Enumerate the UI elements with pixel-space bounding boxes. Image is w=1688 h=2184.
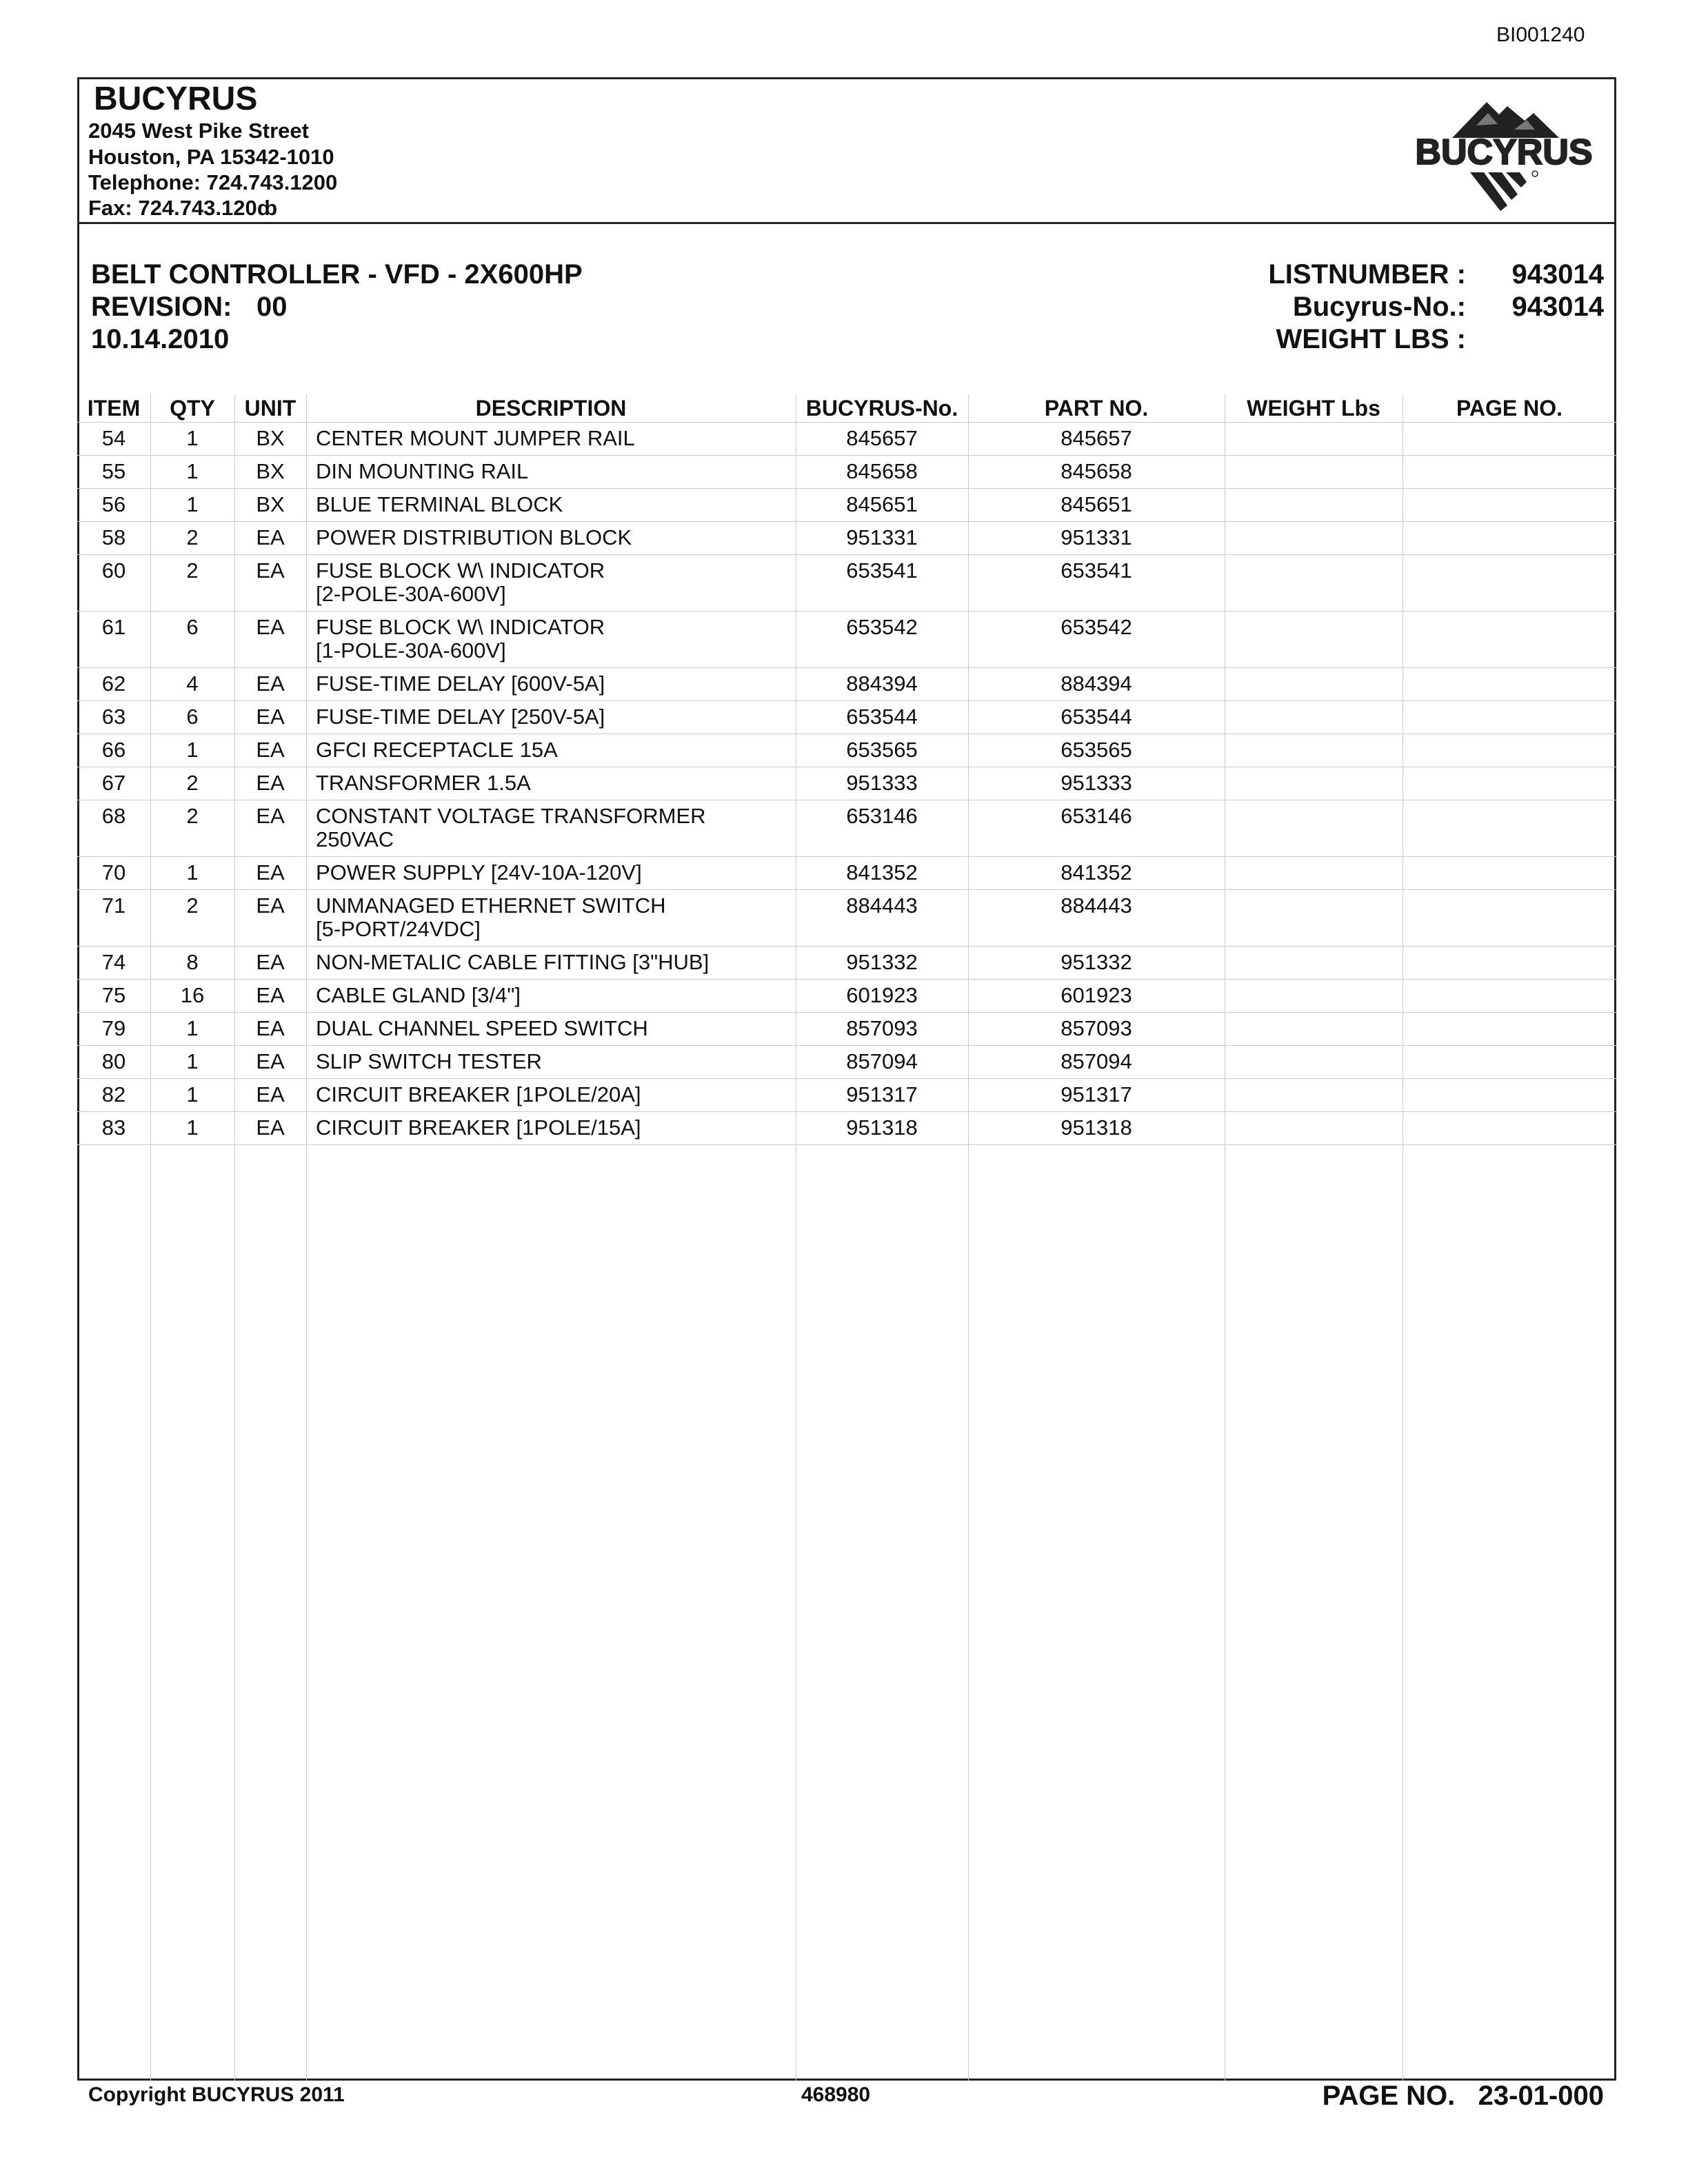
cell-qty: 1 — [186, 1082, 199, 1106]
cell-description: TRANSFORMER 1.5A — [316, 771, 531, 795]
cell-qty: 2 — [186, 771, 199, 795]
cell-part-no: 653542 — [1061, 615, 1132, 639]
cell-bucyrus-no: 951331 — [846, 525, 918, 549]
cell-unit: EA — [256, 983, 285, 1007]
cell-bucyrus-no: 653565 — [846, 738, 918, 762]
cell-part-no: 857094 — [1061, 1049, 1132, 1073]
cell-unit: EA — [256, 1049, 285, 1073]
cell-description: CENTER MOUNT JUMPER RAIL — [316, 426, 635, 450]
cell-item: 70 — [101, 860, 126, 884]
cell-part-no: 653541 — [1061, 558, 1132, 583]
footer-copyright: Copyright BUCYRUS 2011 — [88, 2083, 345, 2106]
row-divider — [77, 1144, 1616, 1145]
cell-description: POWER DISTRIBUTION BLOCK — [316, 525, 632, 549]
row-divider — [77, 1111, 1616, 1112]
cell-bucyrus-no: 857094 — [846, 1049, 918, 1073]
cell-item: 71 — [101, 893, 126, 918]
cell-description: FUSE-TIME DELAY [250V-5A] — [316, 705, 605, 729]
cell-part-no: 951317 — [1061, 1082, 1132, 1106]
cell-item: 55 — [101, 459, 126, 483]
cell-qty: 1 — [186, 1049, 199, 1073]
cell-part-no: 951332 — [1061, 950, 1132, 974]
cell-description-line2: 250VAC — [316, 827, 394, 851]
cell-part-no: 601923 — [1061, 983, 1132, 1007]
col-header-bucyrus-no: BUCYRUS-No. — [805, 396, 958, 421]
cell-part-no: 845658 — [1061, 459, 1132, 483]
row-divider — [77, 521, 1616, 522]
cell-item: 67 — [101, 771, 126, 795]
cell-description: FUSE-TIME DELAY [600V-5A] — [316, 671, 605, 696]
bucyrus-no-label: Bucyrus-No.: — [1292, 292, 1466, 322]
cell-item: 61 — [101, 615, 126, 639]
cell-part-no: 653544 — [1061, 705, 1132, 729]
cell-qty: 2 — [186, 525, 199, 549]
cell-part-no: 653146 — [1061, 804, 1132, 828]
cell-unit: EA — [256, 671, 285, 696]
cell-bucyrus-no: 951318 — [846, 1115, 918, 1140]
cell-qty: 1 — [186, 459, 199, 483]
cell-bucyrus-no: 653542 — [846, 615, 918, 639]
cell-unit: EA — [256, 893, 285, 918]
row-divider — [77, 455, 1616, 456]
row-divider — [77, 1012, 1616, 1013]
cell-item: 54 — [101, 426, 126, 450]
cell-bucyrus-no: 653544 — [846, 705, 918, 729]
cell-description: DIN MOUNTING RAIL — [316, 459, 529, 483]
document-date: 10.14.2010 — [91, 324, 230, 354]
cell-bucyrus-no: 653541 — [846, 558, 918, 583]
logo-text: BUCYRUS — [1415, 132, 1593, 172]
page-value: 23-01-000 — [1478, 2081, 1604, 2111]
cell-unit: EA — [256, 738, 285, 762]
cell-item: 75 — [101, 983, 126, 1007]
col-header-weight: WEIGHT Lbs — [1247, 396, 1380, 421]
col-header-page-no: PAGE NO. — [1456, 396, 1563, 421]
address-line-2: Houston, PA 15342-1010 — [88, 145, 334, 169]
cell-qty: 6 — [186, 705, 199, 729]
cell-item: 68 — [101, 804, 126, 828]
cell-item: 60 — [101, 558, 126, 583]
row-divider — [77, 979, 1616, 980]
cell-description: SLIP SWITCH TESTER — [316, 1049, 542, 1073]
listnumber-value: 943014 — [1511, 259, 1604, 290]
cell-bucyrus-no: 841352 — [846, 860, 918, 884]
row-divider — [77, 554, 1616, 555]
cell-description: FUSE BLOCK W\ INDICATOR — [316, 558, 605, 583]
cell-part-no: 841352 — [1061, 860, 1132, 884]
cell-qty: 1 — [186, 860, 199, 884]
cell-qty: 1 — [186, 426, 199, 450]
cell-unit: EA — [256, 950, 285, 974]
cell-qty: 1 — [186, 1016, 199, 1040]
cell-description: CABLE GLAND [3/4"] — [316, 983, 521, 1007]
cell-part-no: 845657 — [1061, 426, 1132, 450]
cell-qty: 8 — [186, 950, 199, 974]
cell-description: NON-METALIC CABLE FITTING [3"HUB] — [316, 950, 710, 974]
col-header-unit: UNIT — [244, 396, 297, 421]
company-name: BUCYRUS — [94, 81, 258, 117]
cell-unit: EA — [256, 804, 285, 828]
cell-qty: 1 — [186, 1115, 199, 1140]
fax: Fax: 724.743.120ȸ — [88, 196, 278, 220]
cell-bucyrus-no: 845658 — [846, 459, 918, 483]
cell-bucyrus-no: 884443 — [846, 893, 918, 918]
cell-item: 80 — [101, 1049, 126, 1073]
row-divider — [77, 889, 1616, 890]
cell-bucyrus-no: 951332 — [846, 950, 918, 974]
cell-item: 82 — [101, 1082, 126, 1106]
cell-qty: 6 — [186, 615, 199, 639]
cell-unit: EA — [256, 771, 285, 795]
cell-unit: EA — [256, 615, 285, 639]
cell-item: 66 — [101, 738, 126, 762]
cell-qty: 2 — [186, 558, 199, 583]
cell-description: FUSE BLOCK W\ INDICATOR — [316, 615, 605, 639]
document-title: BELT CONTROLLER - VFD - 2X600HP — [91, 259, 583, 290]
cell-description-line2: [2-POLE-30A-600V] — [316, 582, 506, 606]
cell-bucyrus-no: 951317 — [846, 1082, 918, 1106]
cell-unit: EA — [256, 705, 285, 729]
cell-part-no: 845651 — [1061, 492, 1132, 516]
cell-item: 83 — [101, 1115, 126, 1140]
cell-part-no: 653565 — [1061, 738, 1132, 762]
footer-number: 468980 — [801, 2083, 871, 2106]
cell-unit: EA — [256, 1115, 285, 1140]
col-header-description: DESCRIPTION — [475, 396, 627, 421]
cell-part-no: 857093 — [1061, 1016, 1132, 1040]
row-divider — [77, 856, 1616, 857]
cell-part-no: 951333 — [1061, 771, 1132, 795]
cell-item: 79 — [101, 1016, 126, 1040]
weight-label: WEIGHT LBS : — [1276, 324, 1466, 354]
cell-bucyrus-no: 845651 — [846, 492, 918, 516]
bucyrus-no-value: 943014 — [1511, 292, 1604, 322]
cell-item: 74 — [101, 950, 126, 974]
cell-qty: 2 — [186, 804, 199, 828]
parts-table-grid — [77, 394, 1616, 2081]
cell-bucyrus-no: 601923 — [846, 983, 918, 1007]
row-divider — [77, 1045, 1616, 1046]
cell-description: BLUE TERMINAL BLOCK — [316, 492, 563, 516]
address-line-1: 2045 West Pike Street — [88, 119, 309, 143]
col-header-qty: QTY — [170, 396, 215, 421]
page-label: PAGE NO. — [1322, 2081, 1456, 2111]
footer-page-number — [1323, 2081, 1604, 2112]
cell-bucyrus-no: 845657 — [846, 426, 918, 450]
cell-bucyrus-no: 653146 — [846, 804, 918, 828]
telephone: Telephone: 724.743.1200 — [88, 170, 338, 194]
cell-description: CIRCUIT BREAKER [1POLE/20A] — [316, 1082, 641, 1106]
cell-item: 62 — [101, 671, 126, 696]
cell-part-no: 951318 — [1061, 1115, 1132, 1140]
cell-bucyrus-no: 884394 — [846, 671, 918, 696]
revision-label: REVISION: — [91, 292, 232, 322]
cell-part-no: 884394 — [1061, 671, 1132, 696]
cell-item: 56 — [101, 492, 126, 516]
cell-unit: EA — [256, 860, 285, 884]
cell-unit: EA — [256, 1082, 285, 1106]
cell-qty: 1 — [186, 492, 199, 516]
revision-value: 00 — [257, 292, 288, 322]
cell-description: CIRCUIT BREAKER [1POLE/15A] — [316, 1115, 641, 1140]
row-divider — [77, 1078, 1616, 1079]
cell-part-no: 951331 — [1061, 525, 1132, 549]
cell-unit: EA — [256, 525, 285, 549]
cell-qty: 4 — [186, 671, 199, 696]
row-divider — [77, 488, 1616, 489]
cell-unit: EA — [256, 558, 285, 583]
cell-unit: BX — [256, 426, 285, 450]
cell-qty: 16 — [180, 983, 205, 1007]
cell-bucyrus-no: 857093 — [846, 1016, 918, 1040]
cell-item: 63 — [101, 705, 126, 729]
cell-description: POWER SUPPLY [24V-10A-120V] — [316, 860, 642, 884]
cell-description: DUAL CHANNEL SPEED SWITCH — [316, 1016, 648, 1040]
cell-description-line2: [1-POLE-30A-600V] — [316, 638, 506, 663]
row-divider — [77, 946, 1616, 947]
cell-unit: BX — [256, 492, 285, 516]
bucyrus-logo — [1404, 90, 1604, 212]
cell-bucyrus-no: 951333 — [846, 771, 918, 795]
row-divider — [77, 667, 1616, 668]
cell-unit: EA — [256, 1016, 285, 1040]
col-header-item: ITEM — [87, 396, 141, 421]
row-divider — [77, 700, 1616, 701]
cell-description: GFCI RECEPTACLE 15A — [316, 738, 558, 762]
cell-description: UNMANAGED ETHERNET SWITCH — [316, 893, 666, 918]
cell-unit: BX — [256, 459, 285, 483]
cell-description-line2: [5-PORT/24VDC] — [316, 917, 481, 941]
document-id: BI001240 — [1496, 23, 1585, 46]
header-divider — [77, 222, 1616, 224]
cell-qty: 1 — [186, 738, 199, 762]
cell-qty: 2 — [186, 893, 199, 918]
cell-item: 58 — [101, 525, 126, 549]
cell-part-no: 884443 — [1061, 893, 1132, 918]
col-header-part-no: PART NO. — [1044, 396, 1149, 421]
listnumber-label: LISTNUMBER : — [1268, 259, 1466, 290]
cell-description: CONSTANT VOLTAGE TRANSFORMER — [316, 804, 706, 828]
